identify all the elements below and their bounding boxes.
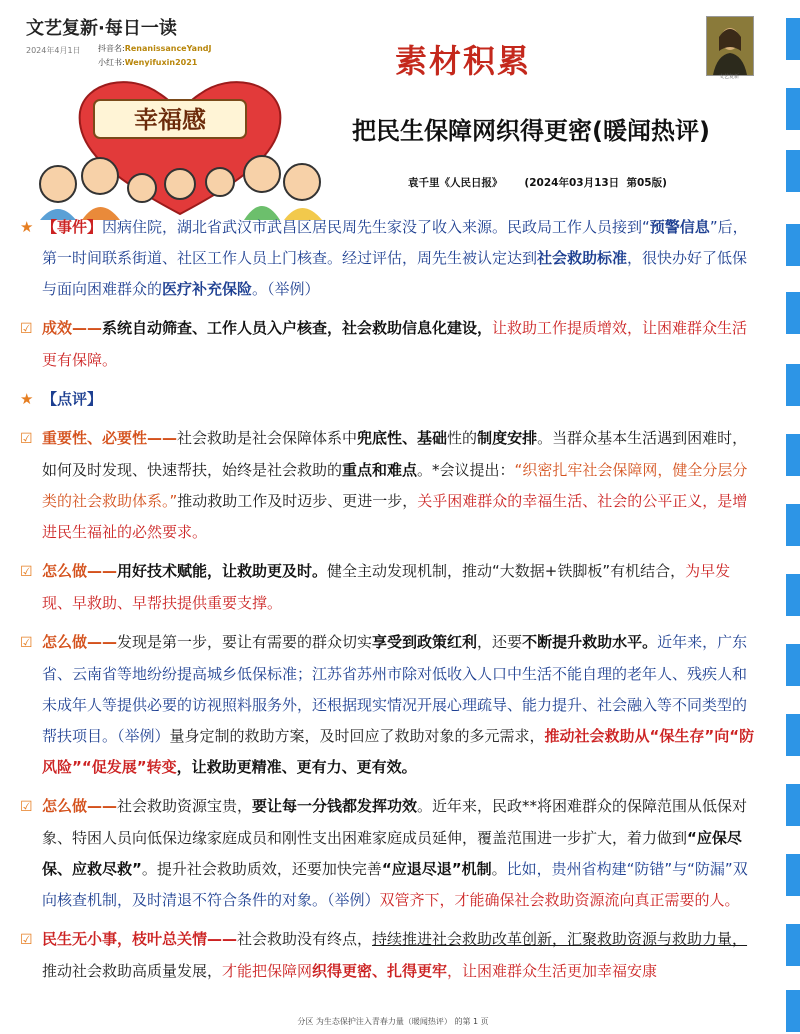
paragraph-effect [20, 313, 760, 376]
social-accounts [98, 42, 211, 70]
text-run: 才能把保障网 [222, 962, 313, 980]
text-run: 社会救助资源宝贵， [117, 797, 253, 815]
text-run: ”后，第一时间联系街道、社区工作人员上门核查。经过评估，周先生被认定达到 [42, 218, 748, 267]
text-run: 健全主动发现机制，推动“大数据+铁脚板”有机结合， [327, 562, 686, 580]
xiaohongshu-label: 小红书: [98, 58, 125, 67]
checkbox-icon: ☑ [20, 799, 33, 815]
text-run: ，让救助更精准、更有力、更有效。 [176, 758, 417, 776]
text-run: 推动救助工作及时迈步、更进一步， [177, 492, 418, 510]
side-tab[interactable] [786, 924, 800, 966]
text-run: “应保尽保、应救尽救” [42, 829, 742, 878]
douyin-handle: RenanissanceYandJ [124, 44, 212, 53]
side-tab[interactable] [786, 574, 800, 616]
text-run: 预警信息 [649, 218, 710, 236]
side-tab[interactable] [786, 434, 800, 476]
text-run: 让救助工作提质增效，让困难群众生活更有保障。 [42, 319, 748, 369]
article-title: 把民生保障网织得更密(暖闻热评) [352, 117, 710, 145]
text-run: 近年来，广东省、云南省等地纷纷提高城乡低保标准；江苏省苏州市除对低收入人口中生活不能自理的老年人、残疾人和未成年人等提供必要的访视照料服务外，还根据现实情况开展心理疏导、能力提升、社会融入等不同类型的帮扶项目。（举例） [42, 633, 748, 745]
side-tab[interactable] [786, 644, 800, 686]
article-byline: 袁千里《人民日报》 (2024年03月13日 第05版) [408, 177, 667, 189]
brand-title: 文艺复新·每日一读 [26, 18, 177, 39]
checkbox-icon: ☑ [20, 564, 33, 580]
text-run: 社会救助标准 [537, 249, 628, 267]
paragraph-conclusion [20, 924, 760, 987]
text-run: 。近年来，民政**将困难群众的保障范围从低保对象、特困人员向低保边缘家庭成员和刚性支出困难家庭成员延伸，覆盖范围进一步扩大，着力做到 [42, 797, 748, 847]
text-run: 推动社会救助从“保生存”向“防风险”“促发展”转变 [42, 727, 755, 776]
side-tab[interactable] [786, 150, 800, 192]
text-run: 享受到政策红利 [372, 633, 478, 651]
side-tab[interactable] [786, 854, 800, 896]
text-run: ，很快办好了低保与面向困难群众的 [42, 249, 748, 298]
paragraph-comment-heading [20, 384, 760, 415]
section-label: 重要性、必要性—— [42, 429, 178, 447]
side-tab[interactable] [786, 224, 800, 266]
banner-text: 幸福感 [134, 106, 206, 134]
text-run: “织密扎牢社会保障网，健全分层分类的社会救助体系。” [42, 461, 748, 510]
paragraph-importance [20, 423, 760, 548]
text-run: 制度安排 [477, 429, 538, 447]
page-footer: 分区 为生态保护注入青春力量（暖闻热评） 的第 1 页 [297, 1017, 489, 1026]
paragraph-how-2 [20, 627, 760, 783]
side-tab[interactable] [786, 88, 800, 130]
happiness-illustration [30, 72, 330, 220]
text-run: 。（举例） [252, 280, 320, 298]
text-run: 社会救助没有终点， [237, 930, 373, 948]
text-run: 比如，贵州省构建“防错”与“防漏”双向核查机制，及时清退不符合条件的对象。（举例） [42, 860, 748, 909]
star-icon: ★ [20, 390, 34, 408]
text-run: 用好技术赋能，让救助更及时。 [117, 562, 328, 580]
section-label: 成效—— [42, 319, 103, 337]
paragraph-how-1 [20, 556, 760, 619]
xiaohongshu-handle: Wenyifuxin2021 [124, 58, 198, 67]
text-run: 兜底性、基础 [357, 429, 448, 447]
text-run: 双管齐下，才能确保社会救助资源流向真正需要的人。 [379, 891, 740, 909]
side-tab[interactable] [786, 714, 800, 756]
douyin-label: 抖音名: [98, 44, 125, 53]
text-run: 社会救助是社会保障体系中 [177, 429, 358, 447]
text-run: 织得更密、扎得更牢 [312, 962, 448, 980]
text-run: 推动社会救助高质量发展， [42, 962, 223, 980]
section-label: 【点评】 [42, 390, 103, 408]
text-run: 为早发现、早救助、早帮扶提供重要支撑。 [42, 562, 731, 612]
text-run: 。当群众基本生活遇到困难时，如何及时发现、快速帮扶，始终是社会救助的 [42, 429, 748, 479]
paragraph-event [20, 212, 760, 305]
text-run: 持续推进社会救助改革创新，汇聚救助资源与救助力量， [372, 930, 748, 948]
text-run: ，还要 [477, 633, 523, 651]
text-run: 要让每一分钱都发挥功效 [252, 797, 418, 815]
text-run: 量身定制的救助方案，及时回应了救助对象的多元需求， [169, 727, 545, 745]
text-run: 医疗补充保险 [162, 280, 253, 298]
portrait-image [706, 16, 754, 76]
section-label: 怎么做—— [42, 562, 118, 580]
text-run: 。提升社会救助质效，还要加快完善 [141, 860, 382, 878]
side-tab[interactable] [786, 504, 800, 546]
portrait-caption: 文艺复新 [718, 74, 739, 80]
checkbox-icon: ☑ [20, 932, 33, 948]
text-run: ，让困难群众生活更加幸福安康 [447, 962, 658, 980]
section-label: 【事件】 [42, 218, 103, 236]
section-label: 民生无小事，枝叶总关情—— [42, 930, 238, 948]
side-tab[interactable] [786, 18, 800, 60]
text-run: 因病住院，湖北省武汉市武昌区居民周先生家没了收入来源。民政局工作人员接到“ [102, 218, 650, 236]
text-run: 性的 [447, 429, 478, 447]
section-label: 怎么做—— [42, 797, 118, 815]
side-tab[interactable] [786, 784, 800, 826]
text-run: 。*会议提出： [417, 461, 515, 479]
text-run: 发现是第一步，要让有需要的群众切实 [117, 633, 373, 651]
side-tab-strip [786, 0, 800, 1034]
page-title: 素材积累 [395, 42, 532, 80]
text-run: 不断提升救助水平。 [522, 633, 658, 651]
checkbox-icon: ☑ [20, 321, 33, 337]
text-run: 重点和难点 [342, 461, 418, 479]
side-tab[interactable] [786, 990, 800, 1032]
header-date: 2024年4月1日 [26, 46, 81, 55]
text-run: 。 [491, 860, 507, 878]
side-tab[interactable] [786, 292, 800, 334]
text-run: 系统自动筛查、工作人员入户核查，社会救助信息化建设， [102, 319, 493, 337]
text-run: 关乎困难群众的幸福生活、社会的公平正义，是增进民生福祉的必然要求。 [42, 492, 748, 541]
section-label: 怎么做—— [42, 633, 118, 651]
checkbox-icon: ☑ [20, 431, 33, 447]
text-run: “应退尽退”机制 [381, 860, 492, 878]
star-icon: ★ [20, 218, 34, 236]
side-tab[interactable] [786, 364, 800, 406]
checkbox-icon: ☑ [20, 635, 33, 651]
article-body [20, 212, 760, 995]
paragraph-how-3 [20, 791, 760, 916]
